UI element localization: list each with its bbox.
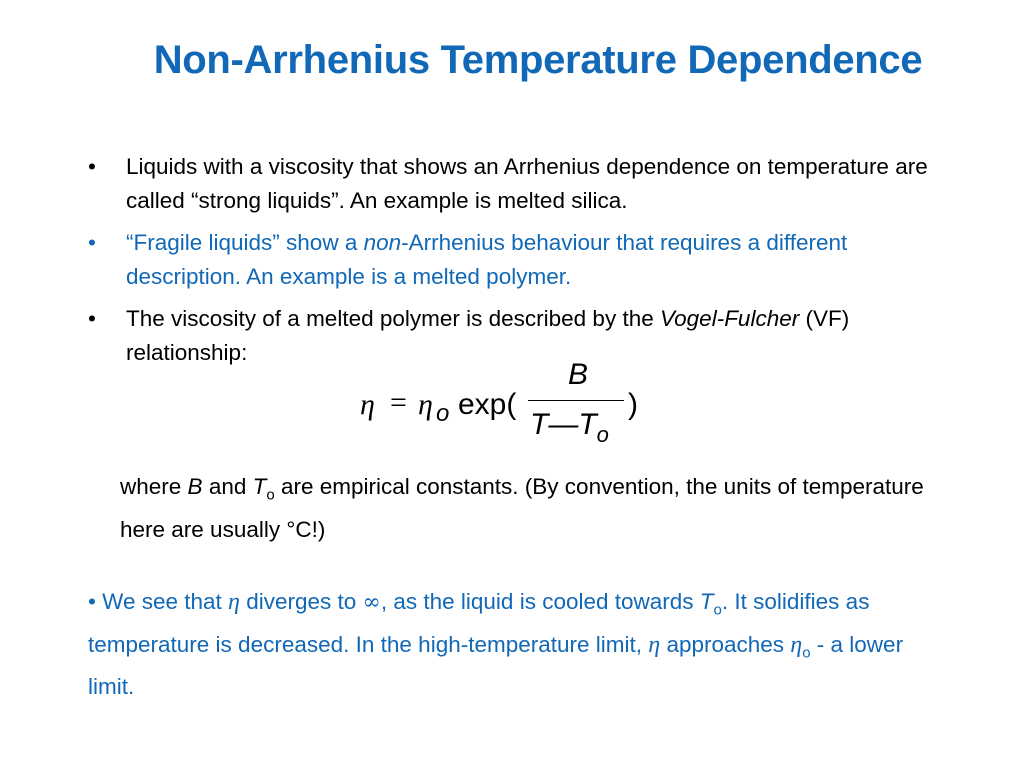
final-eta0-sub: o <box>802 644 811 661</box>
formula-eta: η <box>360 388 375 421</box>
bullet-text-before: The viscosity of a melted polymer is described by the <box>126 306 660 331</box>
bullet-text: Liquids with a viscosity that shows an Arrhenius dependence on temperature are called “strong liquids”. An example is melted silica. <box>126 154 928 213</box>
formula-den-T: T <box>530 408 549 441</box>
bullet-strong-liquids <box>88 150 968 218</box>
bullet-fragile-liquids <box>88 226 968 294</box>
where-T: T <box>252 474 267 499</box>
formula-equals: = <box>390 386 407 419</box>
final-bullet <box>88 585 948 704</box>
formula-eta0: η <box>418 388 433 421</box>
formula-numerator: B <box>568 358 589 391</box>
bullet-marker: • <box>88 306 96 331</box>
where-T-sub: o <box>266 486 275 504</box>
bullet-text-before: “Fragile liquids” show a <box>126 230 364 255</box>
where-B: B <box>187 474 203 499</box>
final-text: - a lower limit. <box>88 631 904 699</box>
formula-denominator <box>530 408 609 447</box>
vf-formula <box>360 358 660 458</box>
final-T-sub: o <box>713 601 722 619</box>
final-text: , as the liquid is cooled towards <box>380 589 700 614</box>
formula-fraction-bar <box>528 400 624 401</box>
bullet-text-after: (VF) relationship: <box>126 306 850 365</box>
where-text: are empirical constants. (By convention, the units of temperature here are usually °C!) <box>120 474 924 542</box>
where-text: and <box>202 474 253 499</box>
bullet-text-italic: non <box>363 230 402 255</box>
slide-title: Non-Arrhenius Temperature Dependence <box>153 38 923 82</box>
bullet-list <box>88 150 968 378</box>
formula-close-paren: ) <box>628 388 638 421</box>
bullet-marker: • <box>88 154 96 179</box>
formula-den-sub: o <box>596 422 609 447</box>
formula-den-T0: T <box>578 408 597 441</box>
final-T: T <box>699 589 714 614</box>
formula-exp: exp( <box>458 388 517 421</box>
final-text: . It solidifies as temperature is decreased. In the high-temperature limit, <box>88 589 870 657</box>
where-text: where <box>120 474 188 499</box>
formula-den-minus: — <box>548 408 579 441</box>
bullet-marker: • <box>88 230 96 255</box>
bullet-marker: • <box>88 589 96 614</box>
final-eta0: η <box>790 631 803 658</box>
formula-eta0-sub: o <box>436 400 450 427</box>
final-eta: η <box>228 589 240 615</box>
bullet-text-italic: Vogel-Fulcher <box>659 306 800 331</box>
bullet-text-after: -Arrhenius behaviour that requires a different description. An example is a melted polymer. <box>126 230 848 289</box>
infinity-symbol: ∞ <box>362 590 381 615</box>
final-text: diverges to <box>239 589 363 614</box>
final-text: approaches <box>660 631 791 657</box>
final-text: We see that <box>95 589 229 614</box>
where-paragraph <box>120 470 940 547</box>
final-eta: η <box>648 631 661 658</box>
